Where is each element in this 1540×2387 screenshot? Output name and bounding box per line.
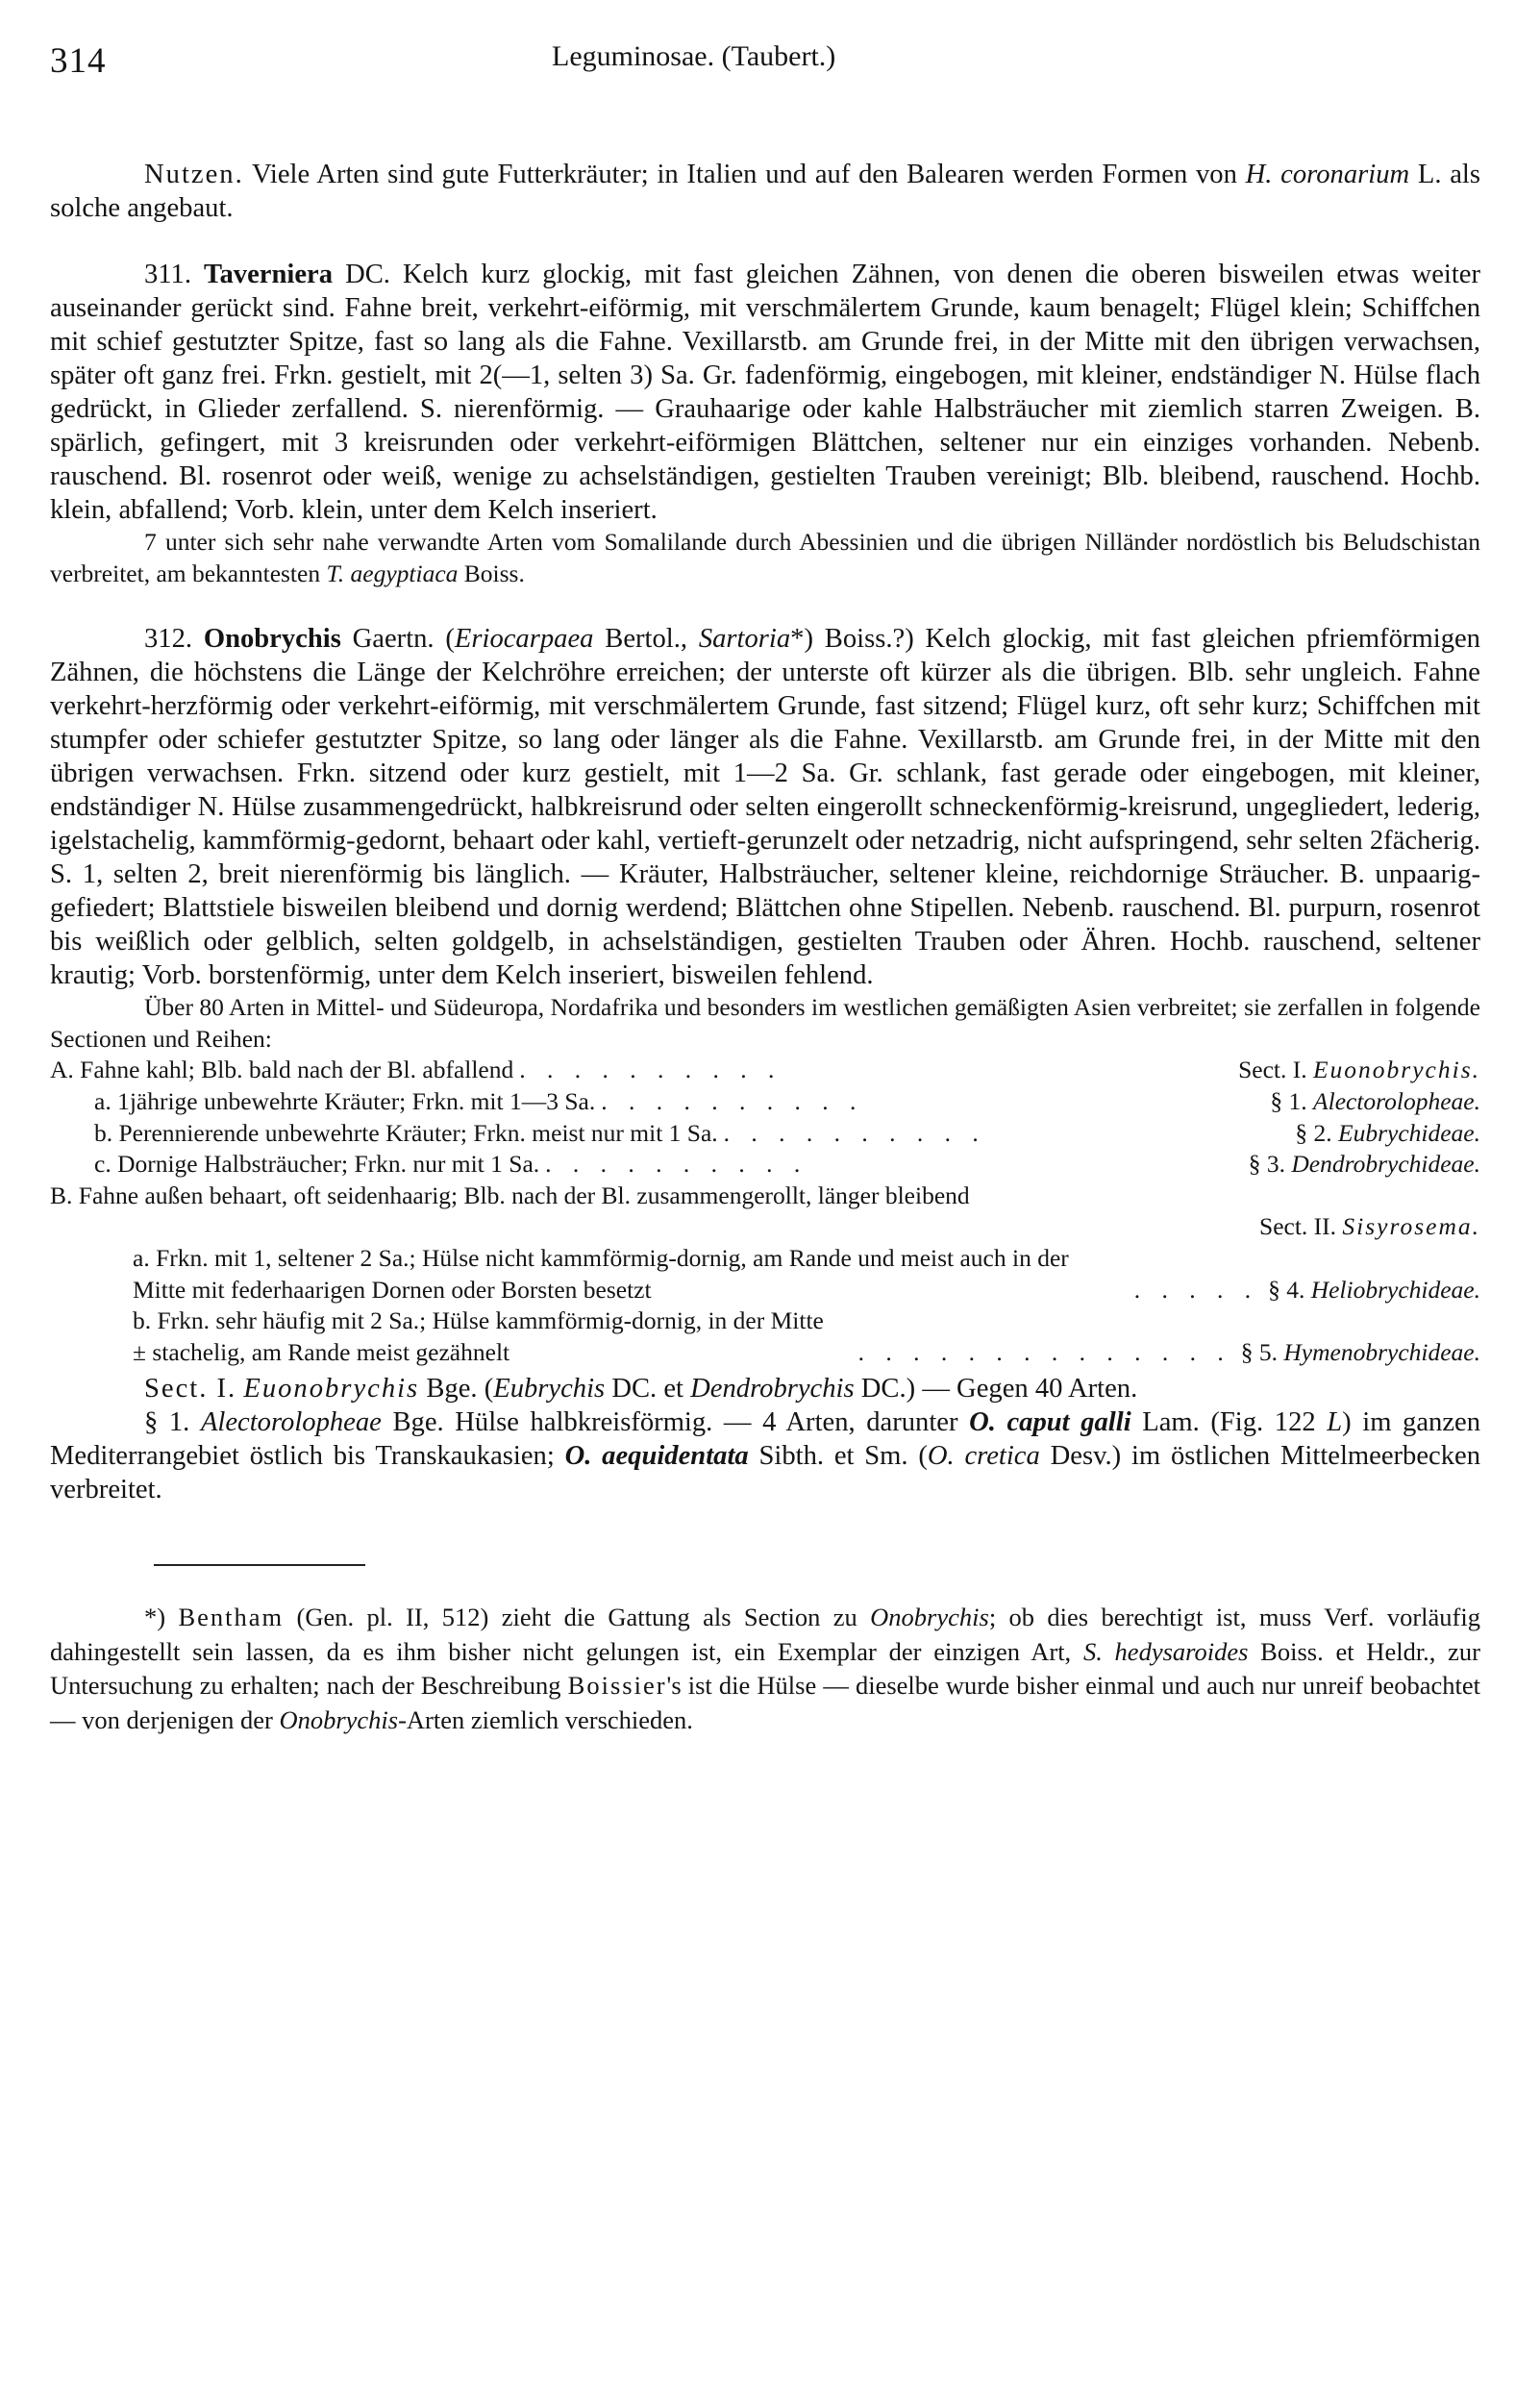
key-text: a. 1jährige unbewehrte Kräuter; Frkn. mit 1—3 Sa. bbox=[94, 1086, 596, 1115]
key-taxon-name: Eubrychideae. bbox=[1338, 1118, 1480, 1147]
section-1-name: Euonobrychis bbox=[243, 1374, 420, 1405]
key-taxon-name: Alectorolopheae. bbox=[1313, 1086, 1480, 1115]
footnote-text-5: -Arten ziemlich verschieden. bbox=[398, 1704, 693, 1734]
key-taxon-name: Sisyrosema. bbox=[1342, 1212, 1480, 1241]
key-rank: § 5. bbox=[1240, 1337, 1284, 1366]
onobrychis-synonym-2: Sartoria bbox=[698, 624, 791, 655]
nutzen-label: Nutzen. bbox=[144, 160, 244, 189]
footnote-text-4: 's ist die Hülse — dieselbe wurde bisher einmal und auch nur unreif beobachtet — von derjenigen der bbox=[50, 1671, 1480, 1734]
series-1-label: § 1. bbox=[144, 1407, 190, 1438]
leader-dots: . . . . . . . . . . bbox=[545, 1150, 808, 1179]
footnote-marker: *) bbox=[144, 1603, 179, 1632]
key-taxon bbox=[1249, 1149, 1480, 1181]
taverniera-dist-2: Boiss. bbox=[458, 559, 525, 587]
key-entry-A bbox=[50, 1055, 1480, 1086]
onobrychis-text-3: *) Boiss.?) Kelch glockig, mit fast gleichen pfriemförmigen Zähnen, die höchstens die Länge der Kelchröhre erreichen; der unterste oft kürzer als die übrigen. Blb. sehr ungleich. Fahne verkehrt-herzförmig oder verkehrt-eiförmig, mit verschmälertem Grunde, fast sitzend; Flügel kurz, oft sehr kurz; Schiffchen mit stumpfer oder schiefer gestutzter Spitze, so lang oder länger als die Fahne. Vexillarstb. am Grunde frei, in der Mitte mit den übrigen verwachsen. Frkn. sitzend oder kurz gestielt, mit 1—2 Sa. Gr. schlank, fast gerade oder eingebogen, mit kleiner, endständiger N. Hülse zusammengedrückt, halbkreisrund oder selten eingerollt schneckenförmig-kreisrund, ungegliedert, lederig, igelstachelig, kammförmig-gedornt, behaart oder kahl, vertieft-gerunzelt oder netzadrig, nicht aufspringend, sehr selten 2fächerig. S. 1, selten 2, breit nierenförmig bis länglich. — bbox=[50, 624, 1480, 890]
taverniera-dist-species: T. aegyptiaca bbox=[326, 559, 459, 587]
key-rank: § 3. bbox=[1248, 1150, 1292, 1179]
key-taxon bbox=[843, 1337, 1480, 1369]
section-1-text-2: DC. et bbox=[605, 1374, 691, 1405]
leader-dots: . . . . . . . . . . . . . . bbox=[857, 1337, 1231, 1366]
taverniera-habit: Grauhaarige oder kahle Halbsträucher mit ziemlich starren Zweigen. B. spärlich, gefingert, mit 3 kreisrunden oder verkehrt-eiförmigen Blättchen, seltener nur ein einziges vorhanden. Nebenb. rauschend. Bl. rosenrot oder weiß, wenige zu achselständigen, gestielten Trauben vereinigt; Blb. bleibend, rauschend. Hochb. klein, abfallend; Vorb. klein, unter dem Kelch inseriert. bbox=[50, 394, 1480, 525]
key-rank: Sect. II. bbox=[1259, 1212, 1343, 1241]
nutzen-text-1: Viele Arten sind gute Futterkräuter; in Italien und auf den Balearen werden Formen von bbox=[243, 160, 1246, 189]
footnote-divider bbox=[154, 1564, 365, 1566]
section-1-synonym-2: Dendrobrychis bbox=[690, 1374, 855, 1405]
taverniera-description bbox=[50, 258, 1480, 527]
footnote-author: Bentham bbox=[178, 1603, 285, 1632]
key-taxon-name: Euonobrychis. bbox=[1312, 1056, 1480, 1084]
key-entry-Ac bbox=[50, 1149, 1480, 1181]
series-1-paragraph bbox=[50, 1405, 1480, 1506]
onobrychis-number: 312. bbox=[144, 624, 193, 655]
taverniera-distribution bbox=[50, 527, 1480, 589]
footnote-author-2: Boissier bbox=[567, 1671, 667, 1701]
running-head: Leguminosae. (Taubert.) bbox=[552, 40, 836, 72]
leader-dots: . . . . . . . . . . bbox=[519, 1056, 782, 1084]
section-1-label: Sect. I. bbox=[144, 1374, 237, 1405]
leader-dots: . . . . . bbox=[1133, 1275, 1259, 1304]
key-taxon bbox=[1295, 1118, 1480, 1150]
series-1-species-3: O. cretica bbox=[927, 1441, 1040, 1472]
page-number: 314 bbox=[50, 41, 107, 81]
series-1-text-2: Lam. (Fig. 122 bbox=[1130, 1407, 1328, 1438]
onobrychis-distribution: Über 80 Arten in Mittel- und Südeuropa, Nordafrika und besonders im westlichen gemäßigten Asien verbreitet; sie zerfallen in folgende Sectionen und Reihen: bbox=[50, 993, 1480, 1053]
key-taxon bbox=[1238, 1055, 1480, 1086]
nutzen-text-2: L. als solche angebaut. bbox=[50, 160, 1480, 223]
nutzen-species: H. coronarium bbox=[1245, 160, 1410, 189]
section-1-paragraph bbox=[50, 1372, 1480, 1405]
key-entry-Ab bbox=[50, 1118, 1480, 1150]
key-taxon-name: Dendrobrychideae. bbox=[1291, 1150, 1480, 1179]
footnote-text-3: Boiss. et Heldr., zur Untersuchung zu erhalten; nach der Beschreibung bbox=[50, 1636, 1481, 1701]
onobrychis-text-2: Bertol., bbox=[593, 624, 699, 655]
footnote bbox=[50, 1601, 1480, 1737]
footnote-genus-2: Onobrychis bbox=[279, 1704, 399, 1734]
taverniera-genus: Taverniera bbox=[204, 260, 333, 289]
key-entry-Bb bbox=[50, 1305, 1480, 1368]
onobrychis-text-1: Gaertn. ( bbox=[340, 624, 455, 655]
key-entry-B bbox=[50, 1181, 1480, 1243]
key-text: b. Frkn. sehr häufig mit 2 Sa.; Hülse kammförmig-dornig, in der Mitte ± stachelig, am Rande meist gezähnelt bbox=[133, 1306, 824, 1366]
leader-dots: . . . . . . . . . . bbox=[601, 1086, 864, 1115]
series-1-name: Alectorolopheae bbox=[200, 1407, 382, 1438]
footnote-genus: Onobrychis bbox=[870, 1603, 989, 1632]
footnote-text-1: (Gen. pl. II, 512) zieht die Gattung als Section zu bbox=[284, 1603, 871, 1632]
series-1-text-3: ) im ganzen Mediterrangebiet östlich bis Transkaukasien; bbox=[50, 1407, 1481, 1472]
footnote-species: S. hedysaroides bbox=[1082, 1636, 1249, 1666]
onobrychis-description bbox=[50, 622, 1480, 992]
section-1-text-1: Bge. ( bbox=[419, 1374, 494, 1405]
onobrychis-habit: Kräuter, Halbsträucher, seltener kleine, reichdornige Sträucher. B. unpaarig-gefiedert; Blattstiele bisweilen bleibend und dornig werdend; Blättchen ohne Stipellen. Nebenb. rauschend. Bl. purpurn, rosenrot bis weißlich oder gelblich, selten goldgelb, in achselständigen, gestielten Trauben oder Ähren. Hochb. rauschend, seltener krautig; Vorb. borstenförmig, unter dem Kelch inseriert, bisweilen fehlend. bbox=[50, 859, 1480, 991]
footnote-text-2: ; ob dies berechtigt ist, muss Verf. vorläufig dahingestellt sein lassen, da es ihm bisher nicht gelungen ist, ein Exemplar der einzigen Art, bbox=[50, 1603, 1480, 1666]
key-text: c. Dornige Halbsträucher; Frkn. nur mit 1 Sa. bbox=[94, 1150, 540, 1179]
series-1-figure-letter: L bbox=[1327, 1407, 1343, 1438]
series-1-text-4: Sibth. et Sm. ( bbox=[748, 1441, 928, 1472]
onobrychis-genus: Onobrychis bbox=[203, 624, 341, 655]
identification-key bbox=[50, 1055, 1480, 1368]
key-text: A. Fahne kahl; Blb. bald nach der Bl. abfallend bbox=[50, 1056, 514, 1084]
key-taxon bbox=[1270, 1086, 1480, 1118]
series-1-text-1: Bge. Hülse halbkreisförmig. — 4 Arten, darunter bbox=[381, 1407, 970, 1438]
key-rank: Sect. I. bbox=[1238, 1056, 1313, 1084]
taverniera-text: DC. Kelch kurz glockig, mit fast gleichen Zähnen, von denen die oberen bisweilen etwas weiter auseinander gerückt sind. Fahne breit, verkehrt-eiförmig, mit verschmälertem Grunde, kaum benagelt; Flügel klein; Schiffchen mit schief gestutzter Spitze, fast so lang als die Fahne. Vexillarstb. am Grunde frei, in der Mitte mit den übrigen verwachsen, später oft ganz frei. Frkn. gestielt, mit 2(—1, selten 3) Sa. Gr. fadenförmig, eingebogen, mit kleiner, endständiger N. Hülse flach gedrückt, in Glieder zerfallend. S. nierenförmig. — bbox=[50, 260, 1480, 424]
key-taxon bbox=[50, 1211, 1480, 1243]
taverniera-dist-1: 7 unter sich sehr nahe verwandte Arten vom Somalilande durch Abessinien und die übrigen Nilländer nordöstlich bis Beludschistan verbreitet, am bekanntesten bbox=[50, 528, 1480, 587]
section-1-text-3: DC.) — Gegen 40 Arten. bbox=[854, 1374, 1138, 1405]
key-rank: § 4. bbox=[1268, 1275, 1311, 1304]
key-text: B. Fahne außen behaart, oft seidenhaarig; Blb. nach der Bl. zusammengerollt, länger bleibend bbox=[50, 1181, 970, 1209]
series-1-species-1: O. caput galli bbox=[969, 1407, 1131, 1438]
key-text: a. Frkn. mit 1, seltener 2 Sa.; Hülse nicht kammförmig-dornig, am Rande und meist auch in der Mitte mit federhaarigen Dornen oder Borsten besetzt bbox=[133, 1243, 1069, 1304]
series-1-species-2: O. aequidentata bbox=[564, 1441, 749, 1472]
nutzen-paragraph bbox=[50, 158, 1480, 225]
key-rank: § 1. bbox=[1270, 1086, 1314, 1115]
key-taxon-name: Heliobrychideae. bbox=[1310, 1275, 1480, 1304]
key-taxon-name: Hymenobrychideae. bbox=[1283, 1337, 1480, 1366]
key-taxon bbox=[1119, 1275, 1480, 1306]
page-header bbox=[50, 35, 1480, 102]
section-1-synonym-1: Eubrychis bbox=[493, 1374, 606, 1405]
onobrychis-synonym-1: Eriocarpaea bbox=[454, 624, 594, 655]
series-1-text-5: Desv.) im östlichen Mittelmeerbecken verbreitet. bbox=[50, 1441, 1481, 1505]
key-rank: § 2. bbox=[1295, 1118, 1339, 1147]
key-text: b. Perennierende unbewehrte Kräuter; Frkn. meist nur mit 1 Sa. bbox=[94, 1118, 718, 1147]
taverniera-number: 311. bbox=[144, 260, 191, 289]
key-entry-Ba bbox=[50, 1243, 1480, 1305]
key-entry-Aa bbox=[50, 1086, 1480, 1118]
leader-dots: . . . . . . . . . . bbox=[723, 1118, 986, 1147]
